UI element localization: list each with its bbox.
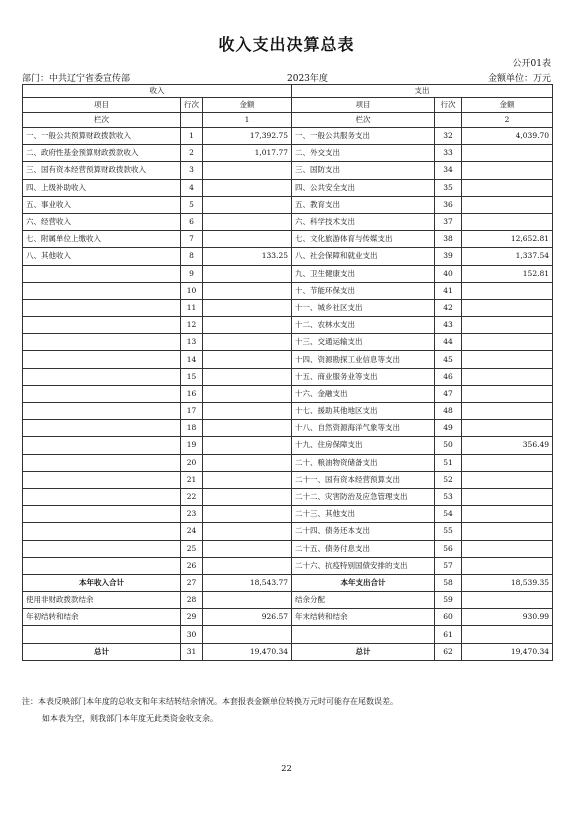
expense-line: 56 [435, 540, 462, 557]
expense-item: 年末结转和结余 [292, 609, 435, 626]
income-line: 28 [181, 592, 203, 609]
table-row [23, 282, 553, 299]
income-amount [203, 488, 292, 505]
table-row [23, 403, 553, 420]
expense-line: 53 [435, 488, 462, 505]
income-amount: 18,543.77 [203, 574, 292, 591]
amount-unit: 金额单位：万元 [487, 74, 551, 84]
table-row [23, 626, 553, 643]
income-amount: 133.25 [203, 248, 292, 265]
income-amount [203, 403, 292, 420]
table-row [23, 420, 553, 437]
table-row [23, 368, 553, 385]
income-item [23, 385, 181, 402]
table-row [23, 334, 553, 351]
income-line: 13 [181, 334, 203, 351]
expense-item: 本年支出合计 [292, 574, 435, 591]
expense-item [292, 626, 435, 643]
table-row [23, 523, 553, 540]
table-row [23, 299, 553, 316]
income-line: 20 [181, 454, 203, 471]
expense-amount [462, 592, 553, 609]
expense-amount [462, 523, 553, 540]
form-code: 公开01表 [512, 59, 551, 69]
column-index-blank [181, 113, 203, 128]
income-line: 9 [181, 265, 203, 282]
expense-line: 48 [435, 403, 462, 420]
income-line: 6 [181, 213, 203, 230]
expense-item: 二十六、抗疫特别国债安排的支出 [292, 557, 435, 574]
expense-amount [462, 368, 553, 385]
expense-amount [462, 179, 553, 196]
table-row [23, 248, 553, 265]
income-amount [203, 196, 292, 213]
income-item: 五、事业收入 [23, 196, 181, 213]
income-item [23, 454, 181, 471]
income-item: 七、附属单位上缴收入 [23, 231, 181, 248]
income-line: 31 [181, 643, 203, 660]
expense-line: 36 [435, 196, 462, 213]
income-line: 30 [181, 626, 203, 643]
income-item [23, 351, 181, 368]
income-amount [203, 368, 292, 385]
income-line: 11 [181, 299, 203, 316]
report-meta [22, 71, 551, 83]
table-row [23, 557, 553, 574]
expense-item: 九、卫生健康支出 [292, 265, 435, 282]
expense-item: 四、公共安全支出 [292, 179, 435, 196]
expense-amount [462, 317, 553, 334]
expense-item: 十二、农林水支出 [292, 317, 435, 334]
income-item [23, 437, 181, 454]
income-item: 本年收入合计 [23, 574, 181, 591]
income-amount [203, 523, 292, 540]
expense-item: 十九、住房保障支出 [292, 437, 435, 454]
income-item: 总计 [23, 643, 181, 660]
income-amount [203, 540, 292, 557]
income-line: 21 [181, 471, 203, 488]
column-index-2: 2 [462, 113, 553, 128]
expense-line: 49 [435, 420, 462, 437]
table-row [23, 609, 553, 626]
expense-item: 结余分配 [292, 592, 435, 609]
expense-line: 40 [435, 265, 462, 282]
expense-item: 二十、粮油物资储备支出 [292, 454, 435, 471]
table-row [23, 506, 553, 523]
expense-amount [462, 557, 553, 574]
table-row [23, 231, 553, 248]
expense-amount: 4,039.70 [462, 128, 553, 145]
expense-item: 三、国防支出 [292, 162, 435, 179]
expense-amount: 19,470.34 [462, 643, 553, 660]
income-line: 4 [181, 179, 203, 196]
expense-amount [462, 506, 553, 523]
income-item: 一、一般公共预算财政拨款收入 [23, 128, 181, 145]
income-amount: 926.57 [203, 609, 292, 626]
income-expense-table [22, 84, 553, 661]
income-amount [203, 265, 292, 282]
income-item: 使用非财政拨款结余 [23, 592, 181, 609]
income-line: 14 [181, 351, 203, 368]
column-index-blank [435, 113, 462, 128]
income-line: 24 [181, 523, 203, 540]
expense-line: 34 [435, 162, 462, 179]
expense-item: 二十五、债务付息支出 [292, 540, 435, 557]
expense-line: 54 [435, 506, 462, 523]
expense-item: 八、社会保障和就业支出 [292, 248, 435, 265]
income-item: 年初结转和结余 [23, 609, 181, 626]
income-amount [203, 471, 292, 488]
income-line: 25 [181, 540, 203, 557]
expense-item: 二十四、债务还本支出 [292, 523, 435, 540]
table-row [23, 351, 553, 368]
income-amount [203, 299, 292, 316]
income-amount [203, 351, 292, 368]
header-income-amount: 金额 [203, 98, 292, 113]
income-amount [203, 282, 292, 299]
expense-item: 十五、商业服务业等支出 [292, 368, 435, 385]
income-item [23, 488, 181, 505]
expense-amount [462, 471, 553, 488]
income-amount [203, 231, 292, 248]
income-item: 四、上级补助收入 [23, 179, 181, 196]
income-line: 5 [181, 196, 203, 213]
income-amount [203, 179, 292, 196]
expense-amount [462, 334, 553, 351]
income-line: 2 [181, 145, 203, 162]
expense-item: 七、文化旅游体育与传媒支出 [292, 231, 435, 248]
table-row [23, 540, 553, 557]
income-line: 18 [181, 420, 203, 437]
table-row [23, 196, 553, 213]
income-amount [203, 626, 292, 643]
expense-amount [462, 488, 553, 505]
section-income: 收入 [23, 85, 292, 98]
income-item [23, 334, 181, 351]
fiscal-year: 2023年度 [287, 74, 328, 84]
income-amount: 1,017.77 [203, 145, 292, 162]
expense-line: 61 [435, 626, 462, 643]
expense-amount: 930.99 [462, 609, 553, 626]
income-amount [203, 437, 292, 454]
expense-amount: 356.49 [462, 437, 553, 454]
income-item [23, 626, 181, 643]
expense-item: 十七、援助其他地区支出 [292, 403, 435, 420]
expense-amount [462, 162, 553, 179]
subtotal-row [23, 574, 553, 591]
expense-line: 57 [435, 557, 462, 574]
expense-line: 51 [435, 454, 462, 471]
income-item [23, 540, 181, 557]
income-item [23, 265, 181, 282]
footnotes [22, 693, 551, 727]
expense-line: 35 [435, 179, 462, 196]
table-row [23, 437, 553, 454]
column-label-expense: 栏次 [292, 113, 435, 128]
expense-amount [462, 454, 553, 471]
expense-line: 33 [435, 145, 462, 162]
income-line: 8 [181, 248, 203, 265]
expense-line: 43 [435, 317, 462, 334]
expense-line: 37 [435, 213, 462, 230]
expense-item: 十一、城乡社区支出 [292, 299, 435, 316]
income-amount [203, 317, 292, 334]
income-item: 三、国有资本经营预算财政拨款收入 [23, 162, 181, 179]
expense-item: 六、科学技术支出 [292, 213, 435, 230]
expense-line: 55 [435, 523, 462, 540]
expense-item: 十八、自然资源海洋气象等支出 [292, 420, 435, 437]
expense-item: 十六、金融支出 [292, 385, 435, 402]
expense-item: 总计 [292, 643, 435, 660]
income-line: 1 [181, 128, 203, 145]
table-row [23, 162, 553, 179]
table-row [23, 317, 553, 334]
income-item [23, 420, 181, 437]
expense-amount [462, 626, 553, 643]
expense-line: 41 [435, 282, 462, 299]
expense-line: 42 [435, 299, 462, 316]
income-amount [203, 420, 292, 437]
department-label: 部门：中共辽宁省委宣传部 [22, 74, 131, 84]
expense-amount [462, 213, 553, 230]
expense-line: 58 [435, 574, 462, 591]
expense-line: 60 [435, 609, 462, 626]
income-amount [203, 162, 292, 179]
expense-amount [462, 420, 553, 437]
table-row [23, 145, 553, 162]
expense-amount [462, 196, 553, 213]
income-amount [203, 557, 292, 574]
expense-item: 二十一、国有资本经营预算支出 [292, 471, 435, 488]
table-row [23, 179, 553, 196]
expense-amount [462, 385, 553, 402]
income-item [23, 523, 181, 540]
income-item [23, 557, 181, 574]
column-index-1: 1 [203, 113, 292, 128]
header-expense-amount: 金额 [462, 98, 553, 113]
footnote-2: 如本表为空，则我部门本年度无此类资金收支余。 [42, 714, 218, 723]
expense-item: 十四、资源勘探工业信息等支出 [292, 351, 435, 368]
income-line: 26 [181, 557, 203, 574]
income-item [23, 506, 181, 523]
table-row [23, 592, 553, 609]
expense-item: 一、一般公共服务支出 [292, 128, 435, 145]
total-row [23, 643, 553, 660]
income-line: 23 [181, 506, 203, 523]
income-amount [203, 454, 292, 471]
expense-line: 62 [435, 643, 462, 660]
expense-item: 二十三、其他支出 [292, 506, 435, 523]
income-amount: 17,392.75 [203, 128, 292, 145]
expense-line: 47 [435, 385, 462, 402]
table-row [23, 471, 553, 488]
income-item [23, 471, 181, 488]
income-item [23, 403, 181, 420]
header-expense-line: 行次 [435, 98, 462, 113]
section-header-row [23, 85, 553, 98]
column-label-income: 栏次 [23, 113, 181, 128]
income-item: 六、经营收入 [23, 213, 181, 230]
expense-line: 38 [435, 231, 462, 248]
header-expense-item: 项目 [292, 98, 435, 113]
expense-amount: 152.81 [462, 265, 553, 282]
income-line: 27 [181, 574, 203, 591]
income-line: 22 [181, 488, 203, 505]
income-amount [203, 592, 292, 609]
table-row [23, 265, 553, 282]
table-row [23, 488, 553, 505]
income-line: 29 [181, 609, 203, 626]
income-item [23, 368, 181, 385]
income-item: 二、政府性基金预算财政拨款收入 [23, 145, 181, 162]
header-income-line: 行次 [181, 98, 203, 113]
income-line: 17 [181, 403, 203, 420]
table-row [23, 128, 553, 145]
table-row [23, 454, 553, 471]
header-income-item: 项目 [23, 98, 181, 113]
expense-item: 二、外交支出 [292, 145, 435, 162]
expense-line: 32 [435, 128, 462, 145]
expense-line: 46 [435, 368, 462, 385]
expense-amount [462, 540, 553, 557]
expense-amount: 1,337.54 [462, 248, 553, 265]
page-number: 22 [281, 764, 292, 774]
report-title: 收入支出决算总表 [218, 35, 355, 54]
expense-item: 二十二、灾害防治及应急管理支出 [292, 488, 435, 505]
income-amount [203, 334, 292, 351]
income-line: 19 [181, 437, 203, 454]
section-expense: 支出 [292, 85, 553, 98]
income-amount [203, 506, 292, 523]
expense-amount [462, 351, 553, 368]
expense-line: 45 [435, 351, 462, 368]
expense-line: 44 [435, 334, 462, 351]
income-line: 10 [181, 282, 203, 299]
expense-amount [462, 282, 553, 299]
income-amount [203, 213, 292, 230]
income-line: 15 [181, 368, 203, 385]
income-item: 八、其他收入 [23, 248, 181, 265]
expense-line: 50 [435, 437, 462, 454]
expense-amount: 18,539.35 [462, 574, 553, 591]
expense-line: 52 [435, 471, 462, 488]
column-header-row [23, 98, 553, 113]
income-line: 3 [181, 162, 203, 179]
expense-amount [462, 145, 553, 162]
income-item [23, 317, 181, 334]
table-row [23, 213, 553, 230]
income-line: 7 [181, 231, 203, 248]
expense-item: 十三、交通运输支出 [292, 334, 435, 351]
expense-line: 59 [435, 592, 462, 609]
income-line: 12 [181, 317, 203, 334]
expense-amount: 12,652.81 [462, 231, 553, 248]
income-amount: 19,470.34 [203, 643, 292, 660]
income-item [23, 282, 181, 299]
expense-item: 五、教育支出 [292, 196, 435, 213]
income-amount [203, 385, 292, 402]
table-row [23, 385, 553, 402]
footnote-1: 注：本表反映部门本年度的总收支和年末结转结余情况。本套报表金额单位转换万元时可能存在尾数误差。 [22, 697, 398, 706]
expense-line: 39 [435, 248, 462, 265]
column-index-row [23, 113, 553, 128]
expense-amount [462, 299, 553, 316]
expense-item: 十、节能环保支出 [292, 282, 435, 299]
expense-amount [462, 403, 553, 420]
income-item [23, 299, 181, 316]
income-line: 16 [181, 385, 203, 402]
